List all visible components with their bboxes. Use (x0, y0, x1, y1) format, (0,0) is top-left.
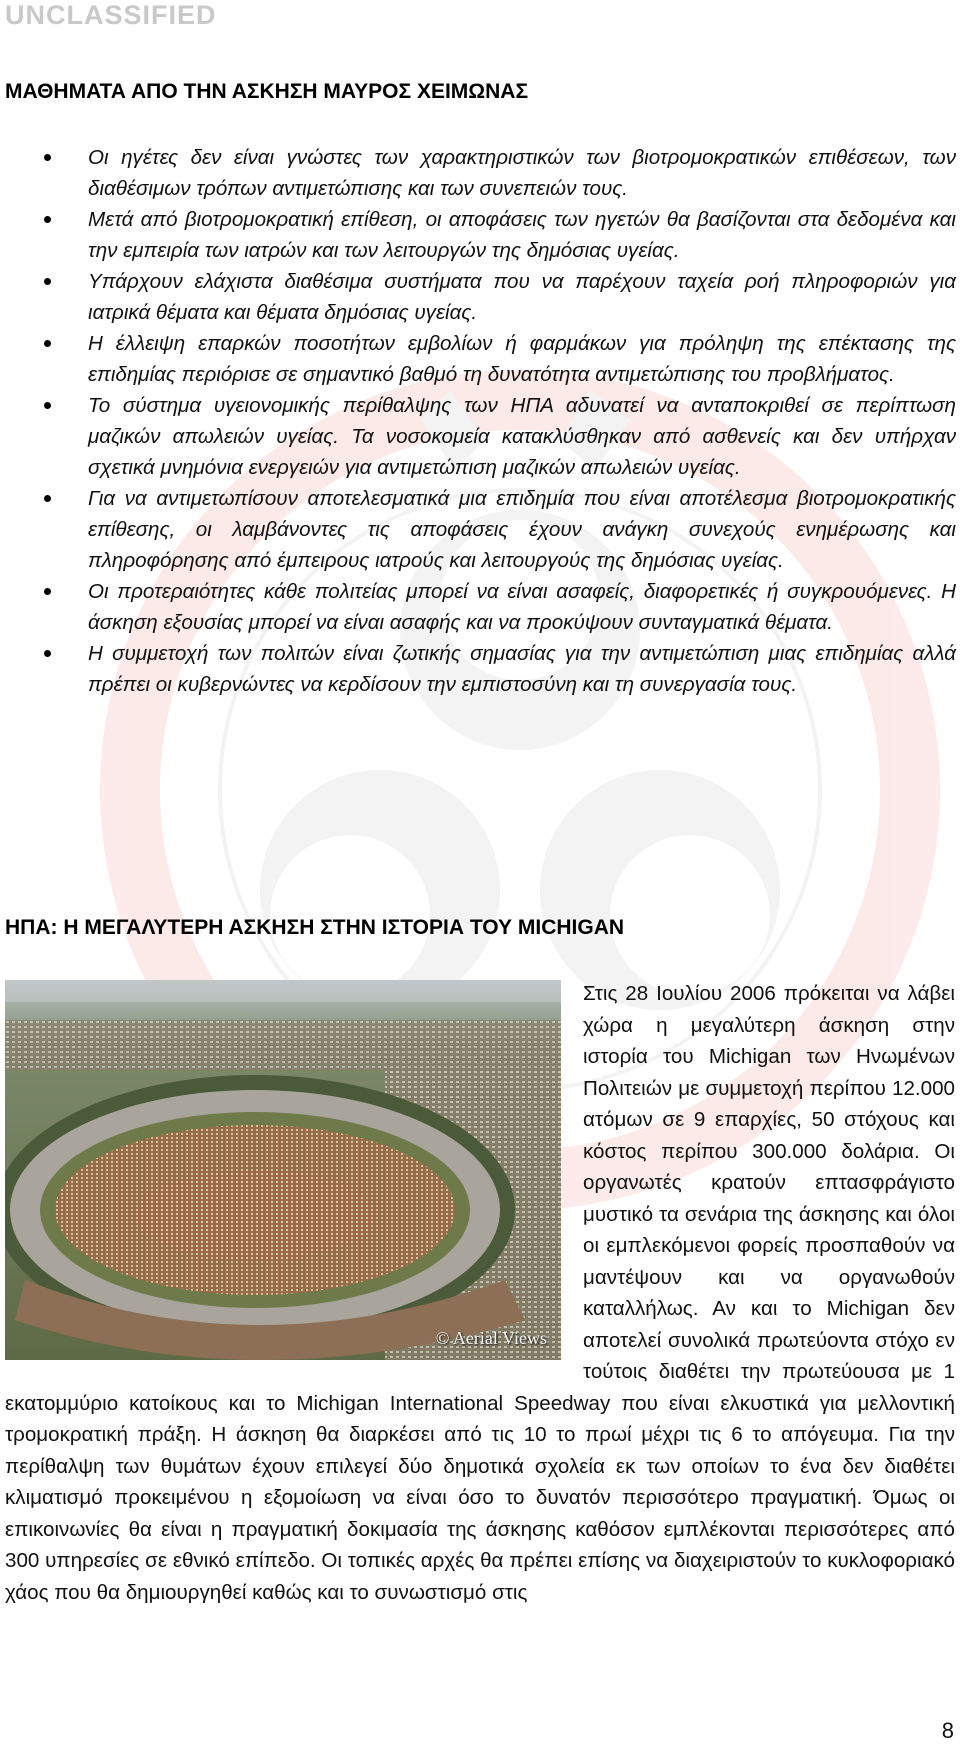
bullet-icon (44, 588, 51, 595)
list-item: Η έλλειψη επαρκών ποσοτήτων εμβολίων ή φαρμάκων για πρόληψη της επέκτασης της επιδημίας περιόρισε σε σημαντικό βαθμό τη δυνατότητα αντιμετώπισης του προβλήματος. (0, 328, 960, 390)
list-item: Το σύστημα υγειονομικής περίθαλψης των ΗΠΑ αδυνατεί να ανταποκριθεί σε περίπτωση μαζικών απωλειών υγείας. Τα νοσοκομεία κατακλύσθηκαν από ασθενείς και δεν υπήρχαν σχετικά μνημόνια ενεργειών για αντιμετώπιση μαζικών απωλειών υγείας. (0, 390, 960, 483)
list-item: Οι ηγέτες δεν είναι γνώστες των χαρακτηριστικών των βιοτρομοκρατικών επιθέσεων, των διαθέσιμων τρόπων αντιμετώπισης και των συνεπειών τους. (0, 142, 960, 204)
list-item: Για να αντιμετωπίσουν αποτελεσματικά μια επιδημία που είναι αποτέλεσμα βιοτρομοκρατικής επίθεσης, οι λαμβάνοντες τις αποφάσεις έχουν ανάγκη συνεχούς ενημέρωσης και πληροφόρησης από έμπειρους ιατρούς και λειτουργούς της δημόσιας υγείας. (0, 483, 960, 576)
page-number: 8 (941, 1718, 954, 1743)
list-item: Οι προτεραιότητες κάθε πολιτείας μπορεί να είναι ασαφείς, διαφορετικές ή συγκρουόμενες. Η άσκηση εξουσίας μπορεί να είναι ασαφής και να προκύψουν συνταγματικά θέματα. (0, 576, 960, 638)
speedway-aerial-photo (5, 980, 561, 1360)
photo-credit: © Aerial Views (435, 1327, 547, 1348)
lessons-bullet-list (0, 142, 960, 700)
list-item: Μετά από βιοτρομοκρατική επίθεση, οι αποφάσεις των ηγετών θα βασίζονται στα δεδομένα και την εμπειρία των ιατρών και των λειτουργών της δημόσιας υγείας. (0, 204, 960, 266)
bullet-icon (44, 650, 51, 657)
michigan-paragraph-text: Στις 28 Ιουλίου 2006 πρόκειται να λάβει χώρα η μεγαλύτερη άσκηση στην ιστορία του Michigan των Ηνωμένων Πολιτειών με συμμετοχή περίπου 12.000 ατόμων σε 9 επαρχίες, 50 στόχους και κόστος περίπου 300.000 δολάρια. Οι οργανωτές κρατούν επτασφράγιστο μυστικό τα σενάρια της άσκησης και όλοι οι εμπλεκόμενοι φορείς προσπαθούν να μαντέψουν και να οργανωθούν καταλλήλως. Αν και το Michigan δεν αποτελεί συνολικά πρωτεύοντα στόχο εν τούτοις διαθέτει την πρωτεύουσα με 1 εκατομμύριο κατοίκους και το Michigan International Speedway που είναι ελκυστικά για μελλοντική τρομοκρατική πράξη. Η άσκηση θα διαρκέσει από τις 10 το πρωί μέχρι τις 6 το απόγευμα. Για την περίθαλψη των θυμάτων έχουν επιλεγεί δύο δημοτικά σχολεία εκ των οποίων το ένα δεν διαθέτει κλιματισμό προκειμένου η εξομοίωση να είναι όσο το δυνατόν περισσότερο πραγματική. Όμως οι επικοινωνίες θα είναι η πραγματική δοκιμασία της άσκησης καθόσον εμπλέκονται περισσότερες από 300 υπηρεσίες σε εθνικό επίπεδο. Οι τοπικές αρχές θα πρέπει επίσης να διαχειριστούν το κυκλοφοριακό χάος που θα δημιουργηθεί καθώς και το συνωστισμό στις (5, 982, 955, 1604)
list-item: Η συμμετοχή των πολιτών είναι ζωτικής σημασίας για την αντιμετώπιση μιας επιδημίας αλλά πρέπει οι κυβερνώντες να κερδίσουν την εμπιστοσύνη και τη συνεργασία τους. (0, 638, 960, 700)
michigan-paragraph (5, 978, 955, 1608)
section-title-michigan: ΗΠΑ: Η ΜΕΓΑΛΥΤΕΡΗ ΑΣΚΗΣΗ ΣΤΗΝ ΙΣΤΟΡΙΑ ΤΟΥ MICHIGAN (5, 916, 625, 939)
section-title-lessons: ΜΑΘΗΜΑΤΑ ΑΠΟ ΤΗΝ ΑΣΚΗΣΗ ΜΑΥΡΟΣ ΧΕΙΜΩΝΑΣ (5, 80, 529, 103)
bullet-icon (44, 340, 51, 347)
bullet-icon (44, 278, 51, 285)
bullet-icon (44, 216, 51, 223)
bullet-icon (44, 154, 51, 161)
bullet-icon (44, 402, 51, 409)
classification-marking: UNCLASSIFIED (5, 0, 217, 30)
list-item: Υπάρχουν ελάχιστα διαθέσιμα συστήματα που να παρέχουν ταχεία ροή πληροφοριών για ιατρικά θέματα και θέματα δημόσιας υγείας. (0, 266, 960, 328)
speedway-illustration (5, 980, 561, 1360)
bullet-icon (44, 495, 51, 502)
